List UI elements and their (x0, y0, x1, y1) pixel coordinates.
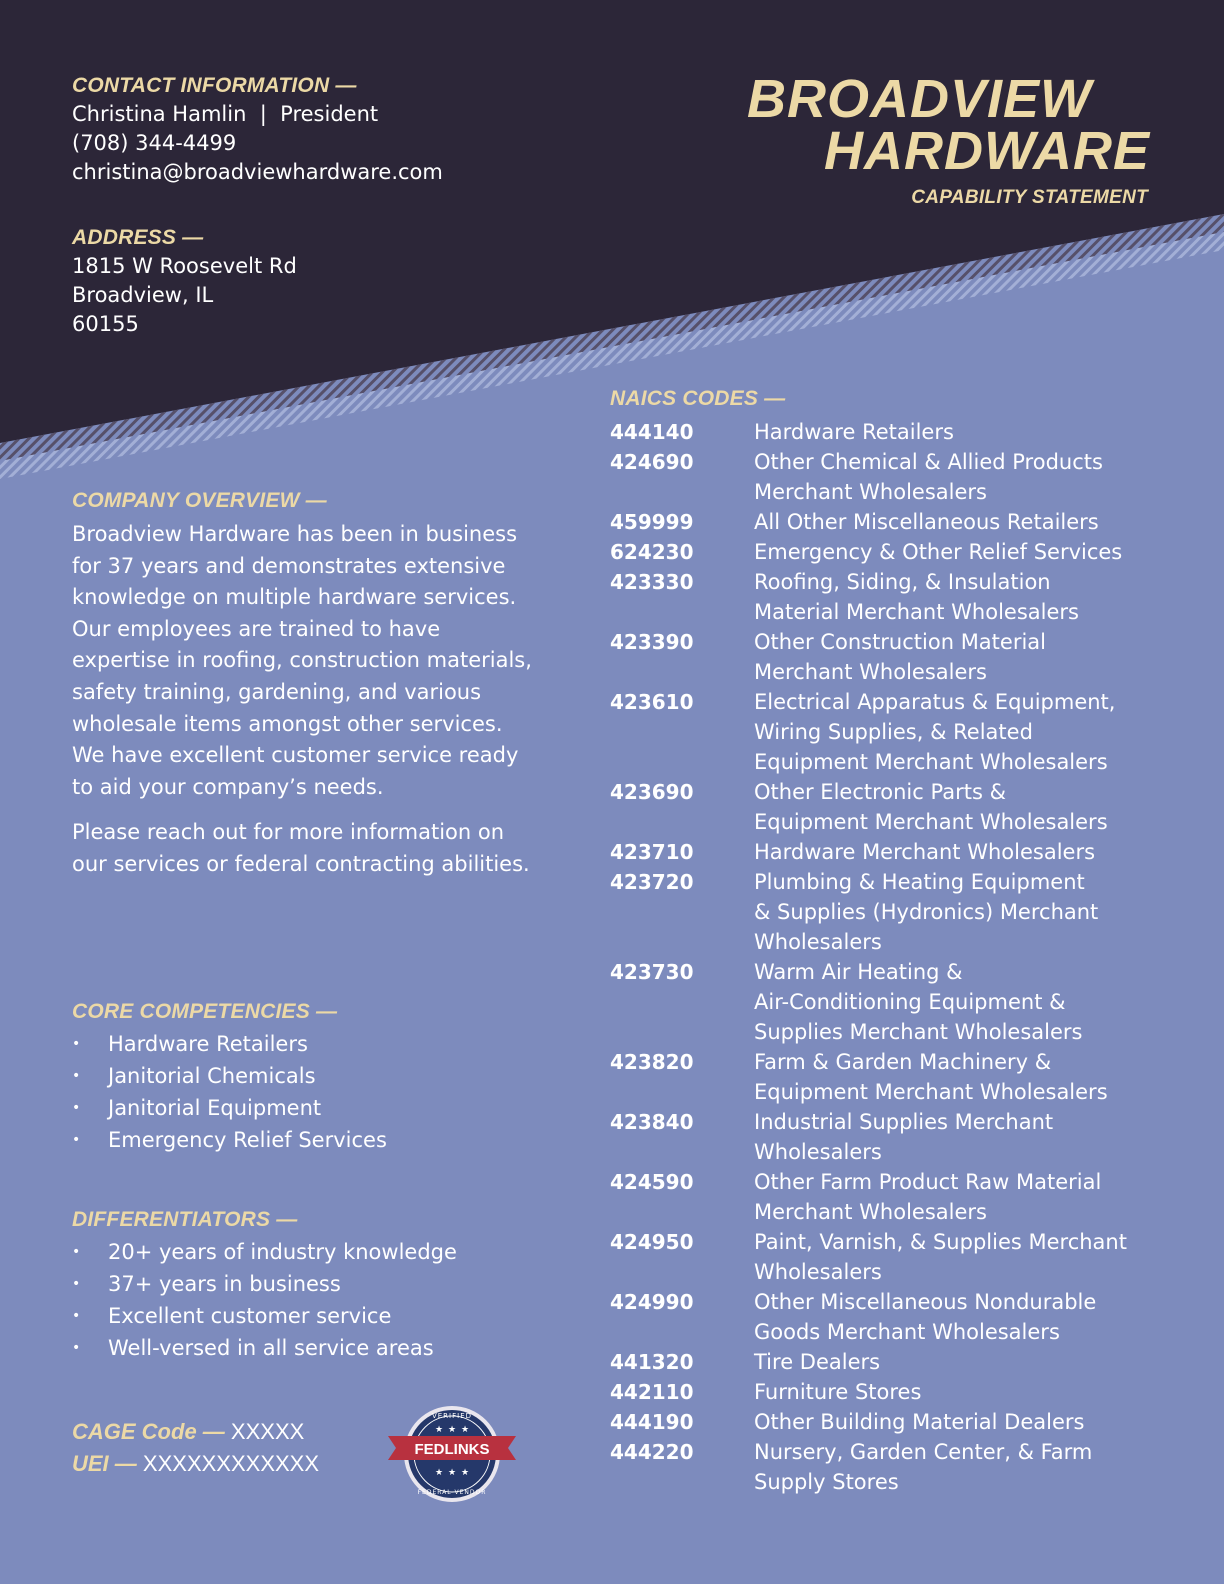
list-item-label: Well-versed in all service areas (108, 1336, 434, 1360)
naics-description (754, 687, 1115, 777)
naics-description-line: & Supplies (Hydronics) Merchant (754, 900, 1099, 924)
naics-description-line: Other Chemical & Allied Products (754, 450, 1103, 474)
naics-description (754, 1227, 1127, 1287)
naics-code: 442110 (610, 1380, 694, 1404)
bullet-icon: • (72, 1068, 81, 1084)
naics-code: 459999 (610, 510, 694, 534)
naics-row (610, 417, 1170, 447)
naics-code: 444220 (610, 1440, 694, 1464)
contact-email[interactable]: christina@broadviewhardware.com (72, 160, 443, 184)
company-name-line1: BROADVIEW (747, 69, 1092, 129)
naics-description (754, 837, 1095, 867)
naics-description-line: Nursery, Garden Center, & Farm (754, 1440, 1093, 1464)
naics-description-line: Other Construction Material (754, 630, 1047, 654)
svg-text:★: ★ (460, 1468, 470, 1478)
svg-text:★: ★ (460, 1425, 470, 1435)
naics-description-line: Equipment Merchant Wholesalers (754, 750, 1108, 774)
company-name-line2: HARDWARE (824, 121, 1150, 181)
overview-section (72, 489, 532, 895)
address-street: 1815 W Roosevelt Rd (72, 254, 297, 278)
differentiators-section (72, 1208, 532, 1364)
naics-code: 423390 (610, 630, 694, 654)
naics-row (610, 1167, 1170, 1227)
naics-code: 424950 (610, 1230, 694, 1254)
differentiators-list (72, 1236, 532, 1364)
list-item-label: Janitorial Equipment (108, 1096, 322, 1120)
list-item-label: 20+ years of industry knowledge (108, 1240, 457, 1264)
list-item-label: 37+ years in business (108, 1272, 341, 1296)
identifier-codes (72, 1416, 319, 1480)
naics-code: 424990 (610, 1290, 694, 1314)
naics-description (754, 627, 1046, 687)
naics-row (610, 1407, 1170, 1437)
svg-text:★: ★ (434, 1468, 444, 1478)
contact-phone: (708) 344-4499 (72, 131, 237, 155)
naics-description (754, 1437, 1092, 1497)
naics-description (754, 867, 1098, 957)
uei-value: XXXXXXXXXXXX (142, 1451, 320, 1476)
naics-description (754, 1407, 1084, 1437)
naics-description-line: Plumbing & Heating Equipment (754, 870, 1085, 894)
list-item (72, 1300, 532, 1332)
naics-description (754, 417, 954, 447)
list-item-label: Emergency Relief Services (108, 1128, 387, 1152)
naics-row (610, 837, 1170, 867)
naics-description-line: Emergency & Other Relief Services (754, 540, 1123, 564)
naics-code: 423690 (610, 780, 694, 804)
naics-code: 444190 (610, 1410, 694, 1434)
naics-description-line: Supply Stores (754, 1470, 899, 1494)
list-item-label: Hardware Retailers (108, 1032, 308, 1056)
competencies-section (72, 1000, 532, 1156)
naics-description-line: Air-Conditioning Equipment & (754, 990, 1066, 1014)
naics-code: 424690 (610, 450, 694, 474)
bullet-icon: • (72, 1036, 81, 1052)
naics-description-line: Warm Air Heating & (754, 960, 963, 984)
naics-description-line: Electrical Apparatus & Equipment, (754, 690, 1116, 714)
bullet-icon: • (72, 1100, 81, 1116)
naics-code: 423610 (610, 690, 694, 714)
bullet-icon: • (72, 1132, 81, 1148)
naics-description (754, 1047, 1108, 1107)
bullet-icon: • (72, 1276, 81, 1292)
address-city-state: Broadview, IL (72, 283, 214, 307)
naics-row (610, 1437, 1170, 1497)
contact-name-title: Christina Hamlin | President (72, 102, 379, 126)
naics-code: 423330 (610, 570, 694, 594)
naics-description-line: Goods Merchant Wholesalers (754, 1320, 1060, 1344)
svg-text:FEDLINKS: FEDLINKS (414, 1441, 490, 1458)
naics-code: 424590 (610, 1170, 694, 1194)
naics-description (754, 1347, 880, 1377)
naics-description-line: Paint, Varnish, & Supplies Merchant (754, 1230, 1127, 1254)
naics-description-line: Wiring Supplies, & Related (754, 720, 1033, 744)
cage-code-label: CAGE Code — (72, 1419, 225, 1444)
contact-section (72, 74, 443, 187)
naics-description-line: Tire Dealers (754, 1350, 881, 1374)
svg-text:★: ★ (447, 1425, 457, 1435)
naics-code: 441320 (610, 1350, 694, 1374)
naics-row (610, 567, 1170, 627)
naics-row (610, 957, 1170, 1047)
naics-description-line: Other Farm Product Raw Material (754, 1170, 1102, 1194)
list-item (72, 1236, 532, 1268)
svg-text:VERIFIED: VERIFIED (431, 1412, 473, 1420)
naics-row (610, 687, 1170, 777)
naics-description (754, 957, 1082, 1047)
list-item (72, 1060, 532, 1092)
document-subtitle: CAPABILITY STATEMENT (911, 187, 1148, 208)
naics-description (754, 447, 1103, 507)
list-item (72, 1268, 532, 1300)
naics-description-line: Merchant Wholesalers (754, 1200, 987, 1224)
naics-row (610, 1047, 1170, 1107)
naics-description-line: Wholesalers (754, 1260, 882, 1284)
naics-row (610, 1107, 1170, 1167)
naics-description-line: Merchant Wholesalers (754, 660, 987, 684)
naics-row (610, 627, 1170, 687)
naics-code: 444140 (610, 420, 694, 444)
naics-heading: NAICS CODES — (610, 387, 786, 410)
fedlinks-verified-badge-icon (388, 1404, 516, 1504)
address-heading: ADDRESS — (72, 226, 204, 249)
naics-description (754, 1287, 1096, 1347)
naics-code: 423730 (610, 960, 694, 984)
naics-description-line: Merchant Wholesalers (754, 480, 987, 504)
contact-heading: CONTACT INFORMATION — (72, 74, 357, 97)
naics-description (754, 1167, 1101, 1227)
naics-code: 624230 (610, 540, 694, 564)
naics-code: 423840 (610, 1110, 694, 1134)
naics-code: 423820 (610, 1050, 694, 1074)
naics-description-line: Equipment Merchant Wholesalers (754, 1080, 1108, 1104)
differentiators-heading: DIFFERENTIATORS — (72, 1208, 298, 1231)
list-item (72, 1092, 532, 1124)
naics-row (610, 867, 1170, 957)
naics-description-line: Material Merchant Wholesalers (754, 600, 1079, 624)
naics-description-line: Farm & Garden Machinery & (754, 1050, 1052, 1074)
naics-description-line: Hardware Merchant Wholesalers (754, 840, 1096, 864)
naics-row (610, 1227, 1170, 1287)
naics-description-line: All Other Miscellaneous Retailers (754, 510, 1099, 534)
list-item-label: Janitorial Chemicals (108, 1064, 316, 1088)
naics-description (754, 507, 1099, 537)
naics-row (610, 537, 1170, 567)
naics-description-line: Hardware Retailers (754, 420, 954, 444)
svg-text:★: ★ (434, 1425, 444, 1435)
list-item-label: Excellent customer service (108, 1304, 392, 1328)
cage-code-value: XXXXX (230, 1419, 305, 1444)
naics-codes-table (610, 417, 1170, 1497)
overview-paragraph-2: Please reach out for more information on our services or federal contracting abilities. (72, 820, 530, 876)
naics-row (610, 507, 1170, 537)
bullet-icon: • (72, 1340, 81, 1356)
cage-code-line (72, 1416, 319, 1448)
overview-paragraph-1: Broadview Hardware has been in business for 37 years and demonstrates extensive knowledge on multiple hardware services. Our employees are trained to have expertise in roofing, construction materials, safety training, gardening, and various wholesale items amongst other services. We have excellent customer service ready to aid your company’s needs. (72, 522, 532, 799)
bullet-icon: • (72, 1308, 81, 1324)
naics-description-line: Industrial Supplies Merchant (754, 1110, 1054, 1134)
naics-description-line: Supplies Merchant Wholesalers (754, 1020, 1083, 1044)
naics-description (754, 1377, 921, 1407)
list-item (72, 1332, 532, 1364)
naics-row (610, 1377, 1170, 1407)
naics-row (610, 447, 1170, 507)
list-item (72, 1028, 532, 1060)
competencies-heading: CORE COMPETENCIES — (72, 1000, 338, 1023)
address-section (72, 226, 297, 339)
naics-code: 423720 (610, 870, 694, 894)
address-zip: 60155 (72, 312, 139, 336)
naics-row (610, 777, 1170, 837)
competencies-list (72, 1028, 532, 1156)
bullet-icon: • (72, 1244, 81, 1260)
uei-label: UEI — (72, 1451, 137, 1476)
naics-description-line: Other Electronic Parts & (754, 780, 1006, 804)
naics-description-line: Other Building Material Dealers (754, 1410, 1085, 1434)
naics-description-line: Furniture Stores (754, 1380, 922, 1404)
naics-code: 423710 (610, 840, 694, 864)
naics-description-line: Other Miscellaneous Nondurable (754, 1290, 1097, 1314)
naics-description-line: Roofing, Siding, & Insulation (754, 570, 1051, 594)
naics-row (610, 1347, 1170, 1377)
naics-description-line: Equipment Merchant Wholesalers (754, 810, 1108, 834)
svg-text:★: ★ (447, 1468, 457, 1478)
naics-row (610, 1287, 1170, 1347)
overview-heading: COMPANY OVERVIEW — (72, 489, 327, 512)
uei-line (72, 1448, 319, 1480)
svg-text:FEDERAL VENDOR: FEDERAL VENDOR (417, 1489, 487, 1496)
naics-description-line: Wholesalers (754, 1140, 882, 1164)
list-item (72, 1124, 532, 1156)
naics-description-line: Wholesalers (754, 930, 882, 954)
naics-description (754, 777, 1108, 837)
naics-description (754, 1107, 1053, 1167)
naics-description (754, 537, 1122, 567)
naics-description (754, 567, 1079, 627)
